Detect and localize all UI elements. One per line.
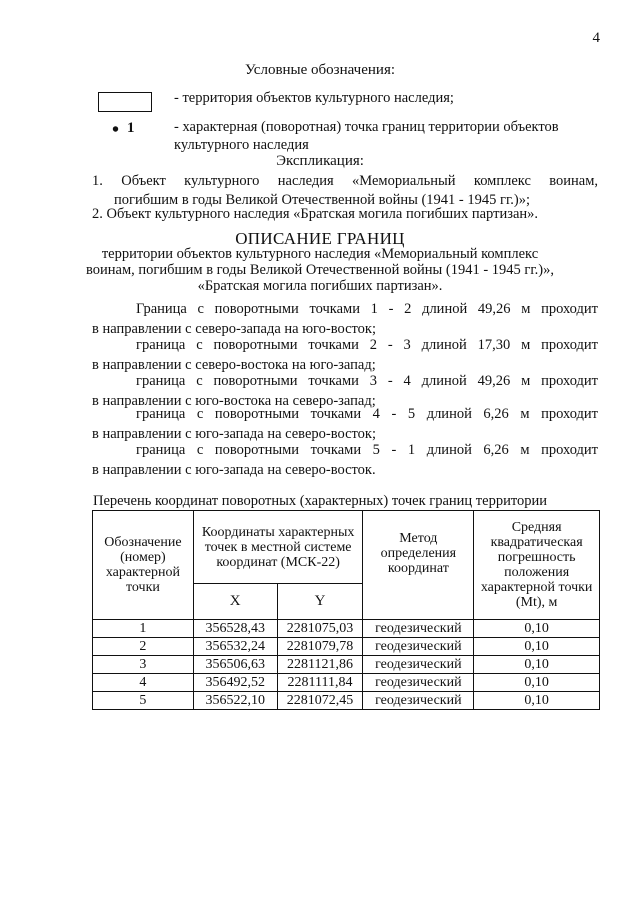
cell-error: 0,10 — [474, 674, 600, 692]
cell-method: геодезический — [363, 638, 474, 656]
cell-point-number: 3 — [93, 656, 194, 674]
cell-error: 0,10 — [474, 656, 600, 674]
explication-heading: Экспликация: — [276, 153, 364, 169]
table-row — [93, 656, 600, 674]
page-number: 4 — [592, 30, 600, 46]
table-row — [93, 638, 600, 656]
explication-item-1-line2: погибшим в годы Великой Отечественной войны (1941 - 1945 гг.)»; — [114, 192, 531, 208]
cell-x: 356532,24 — [193, 638, 277, 656]
legend-point-number: 1 — [127, 120, 135, 136]
table-caption: Перечень координат поворотных (характерных) точек границ территории — [92, 493, 548, 509]
cell-x: 356506,63 — [193, 656, 277, 674]
cell-point-number: 4 — [93, 674, 194, 692]
boundary-line: в направлении с юго-востока на северо-запад; — [92, 393, 376, 409]
cell-y: 2281079,78 — [277, 638, 363, 656]
description-subtitle-line1: территории объектов культурного наследия «Мемориальный комплекс — [101, 246, 539, 262]
boundary-line: граница с поворотными точками 2 - 3 длиной 17,30 м проходит — [136, 337, 598, 353]
cell-method: геодезический — [363, 674, 474, 692]
point-dot-icon: • — [112, 119, 120, 141]
cell-y: 2281075,03 — [277, 620, 363, 638]
boundary-line: в направлении с юго-запада на северо-восток. — [92, 462, 376, 478]
header-method: Метод определения координат — [363, 511, 474, 620]
header-error: Средняя квадратическая погрешность положения характерной точки (Mt), м — [474, 511, 600, 620]
cell-error: 0,10 — [474, 692, 600, 710]
table-row — [93, 692, 600, 710]
boundary-line: в направлении с юго-запада на северо-восток; — [92, 426, 376, 442]
explication-item-2: 2. Объект культурного наследия «Братская могила погибших партизан». — [92, 206, 539, 222]
boundary-line: граница с поворотными точками 5 - 1 длиной 6,26 м проходит — [136, 442, 598, 458]
boundary-line: граница с поворотными точками 4 - 5 длиной 6,26 м проходит — [136, 406, 598, 422]
description-subtitle — [0, 246, 640, 294]
table-row — [93, 620, 600, 638]
legend-point-marker — [112, 119, 135, 141]
cell-method: геодезический — [363, 692, 474, 710]
cell-x: 356528,43 — [193, 620, 277, 638]
table-row — [93, 674, 600, 692]
boundary-paragraph — [92, 404, 598, 444]
cell-y: 2281121,86 — [277, 656, 363, 674]
cell-point-number: 2 — [93, 638, 194, 656]
legend-territory-box — [98, 92, 152, 112]
boundary-line: Граница с поворотными точками 1 - 2 длиной 49,26 м проходит — [136, 301, 598, 317]
cell-error: 0,10 — [474, 620, 600, 638]
cell-y: 2281072,45 — [277, 692, 363, 710]
cell-method: геодезический — [363, 620, 474, 638]
header-y: Y — [277, 584, 363, 620]
header-x: X — [193, 584, 277, 620]
legend-heading: Условные обозначения: — [244, 62, 396, 78]
cell-error: 0,10 — [474, 638, 600, 656]
cell-y: 2281111,84 — [277, 674, 363, 692]
coordinates-table — [92, 510, 600, 710]
boundary-paragraph — [92, 440, 598, 480]
boundary-line: в направлении с северо-запада на юго-восток; — [92, 321, 376, 337]
legend-territory-text: - территория объектов культурного наследия; — [174, 90, 454, 106]
boundary-line: в направлении с северо-востока на юго-запад; — [92, 357, 376, 373]
boundary-paragraph — [92, 335, 598, 375]
legend-point-text: - характерная (поворотная) точка границ территории объектов культурного наследия — [174, 119, 559, 153]
description-title: ОПИСАНИЕ ГРАНИЦ — [235, 229, 405, 248]
cell-x: 356522,10 — [193, 692, 277, 710]
header-designation: Обозначение (номер) характерной точки — [93, 511, 194, 620]
explication-item-1-line1: 1. Объект культурного наследия «Мемориальный комплекс воинам, — [92, 173, 598, 189]
cell-point-number: 1 — [93, 620, 194, 638]
description-subtitle-line3: «Братская могила погибших партизан». — [197, 278, 443, 294]
description-subtitle-line2: воинам, погибшим в годы Великой Отечественной войны (1941 - 1945 гг.)», — [86, 262, 554, 278]
cell-x: 356492,52 — [193, 674, 277, 692]
header-coordinates: Координаты характерных точек в местной системе координат (МСК-22) — [193, 511, 363, 584]
cell-point-number: 5 — [93, 692, 194, 710]
boundary-line: граница с поворотными точками 3 - 4 длиной 49,26 м проходит — [136, 373, 598, 389]
boundary-paragraph — [92, 299, 598, 339]
cell-method: геодезический — [363, 656, 474, 674]
